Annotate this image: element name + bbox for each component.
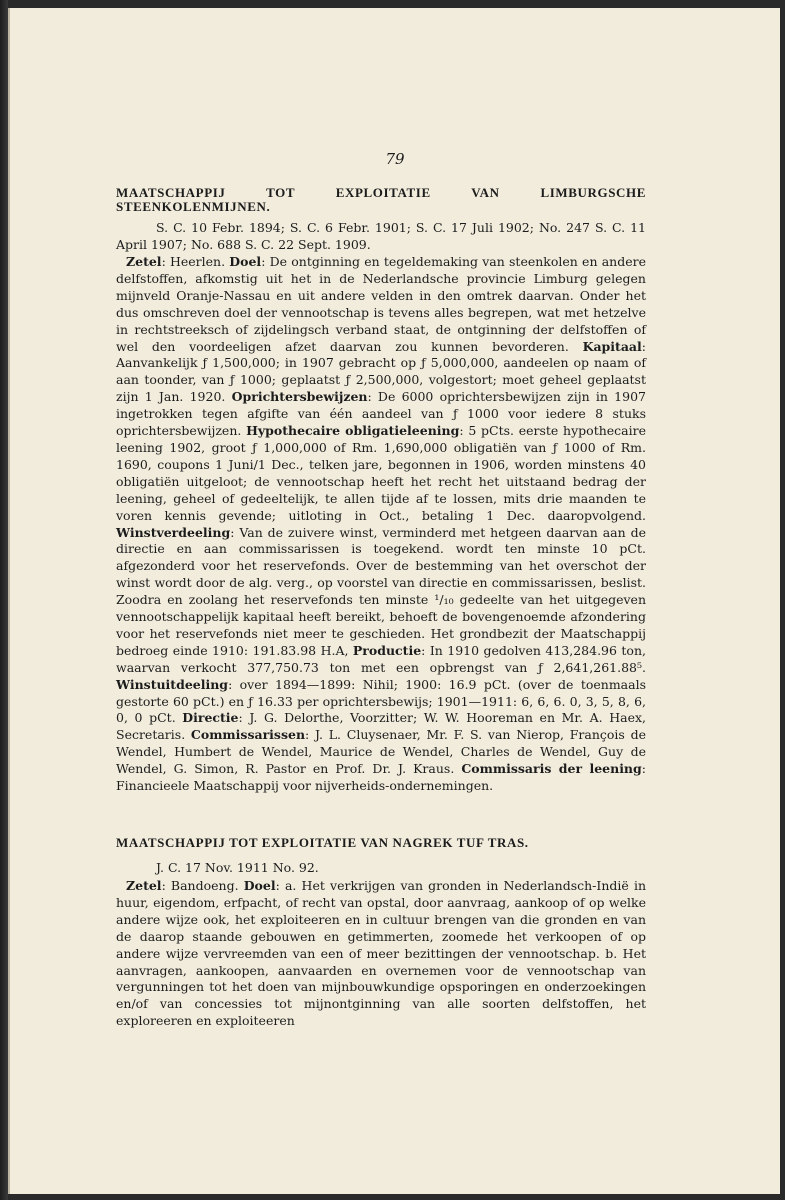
book-page bbox=[8, 8, 780, 1194]
book-gutter bbox=[0, 0, 8, 1200]
field-label: Winstuitdeeling bbox=[116, 676, 229, 692]
field-text: : In 1910 gedolven 413,284.96 ton, waarvan verkocht 377,750.73 ton met een opbrengst van ƒ 2,641,261.88⁵. bbox=[116, 642, 646, 675]
field-text: : Financieele Maatschappij voor nijverheids-ondernemingen. bbox=[116, 761, 646, 794]
field-label: Kapitaal bbox=[582, 338, 642, 354]
field-text: : De ontginning en tegeldemaking van steenkolen en andere delfstoffen, afkomstig uit het in de Nederlandsche provincie Limburg gelegen mijnveld Oranje-Nassau en uit andere velden in den omtrek daarvan. Onder het dus omschreven doel der vennootschap is tevens alles begrepen, wat met hetzelve in rechtstreeksch of zijdelingsch verband staat, de ontginning der delfstoffen of wel den voordeeligen afzet daarvan zou kunnen bevorderen. bbox=[116, 254, 646, 354]
field-label: Doel bbox=[243, 878, 276, 893]
field-text: : over 1894—1899: Nihil; 1900: 16.9 pCt. (over de toenmaals gestorte 60 pCt.) en ƒ 16.33 per oprichtersbewijs; 1901—1911: 6, 6, 6. 0, 3, 5, 8, 6, 0, 0 pCt. bbox=[116, 676, 646, 726]
field-label: Zetel bbox=[126, 254, 162, 269]
field-label: Commissarissen bbox=[190, 727, 306, 743]
field-label: Oprichtersbewijzen bbox=[231, 389, 368, 405]
field-text: : Van de zuivere winst, verminderd met hetgeen daarvan aan de directie en aan commissarissen is toegekend. wordt ten minste 10 pCt. afgezonderd voor het reservefonds. Over de bestemming van het overschot der winst wordt door de alg. verg., op voorstel van directie en commissarissen, beslist. Zoodra en zoolang het reservefonds ten minste ¹/₁₀ gedeelte van het uitgegeven vennootschappelijk kapitaal heeft bereikt, behoeft de bovengenoemde afzondering voor het reservefonds niet meer te geschieden. Het grondbezit der Maatschappij bedroeg einde 1910: 191.83.98 H.A, bbox=[116, 524, 646, 658]
field-text: : J. L. Cluysenaer, Mr. F. S. van Nierop, François de Wendel, Humbert de Wendel, Maurice de Wendel, Charles de Wendel, Guy de Wendel, G. Simon, R. Pastor en Prof. Dr. J. Kraus. bbox=[116, 727, 646, 777]
field-label: Productie bbox=[352, 642, 422, 658]
field-label: Winstverdeeling bbox=[116, 524, 231, 540]
field-label: Hypothecaire obligatieleening bbox=[246, 423, 460, 439]
field-text: : a. Het verkrijgen van gronden in Nederlandsch-Indië in huur, eigendom, erfpacht, of recht van opstal, door aanvraag, aankoop of op welke andere wijze ook, het exploiteeren en in cultuur brengen van die gronden en van de daarop staande gebouwen en getimmerten, zoomede het verkoopen of op andere wijze vervreemden van een of meer bezittingen der vennootschap. b. Het aanvragen, aankoopen, aanvaarden en overnemen voor de vennootschap van vergunningen tot het doen van mijnbouwkundige opsporingen en onderzoekingen en/of van concessies tot mijnontginning van alle soorten delfstoffen, het exploreeren en exploiteeren bbox=[116, 878, 646, 1029]
section-title: MAATSCHAPPIJ TOT EXPLOITATIE VAN NAGREK TUF TRAS. bbox=[116, 835, 529, 850]
section-reference: S. C. 10 Febr. 1894; S. C. 6 Febr. 1901; S. C. 17 Juli 1902; No. 247 S. C. 11 April 1907; No. 688 S. C. 22 Sept. 1909. bbox=[116, 220, 646, 252]
section-body bbox=[116, 254, 646, 795]
section-reference: J. C. 17 Nov. 1911 No. 92. bbox=[156, 860, 319, 875]
section-body bbox=[116, 878, 646, 1030]
page-number: 79 bbox=[385, 150, 405, 168]
section-title: MAATSCHAPPIJ TOT EXPLOITATIE VAN LIMBURGSCHE STEENKOLENMIJNEN. bbox=[116, 185, 646, 214]
field-label: Doel bbox=[229, 254, 262, 269]
field-text: : Bandoeng. bbox=[161, 878, 244, 893]
field-label: Directie bbox=[182, 710, 239, 726]
field-text: : 5 pCts. eerste hypothecaire leening 1902, groot ƒ 1,000,000 of Rm. 1,690,000 obligatiën van ƒ 1000 of Rm. 1690, coupons 1 Juni/1 Dec., telken jare, begonnen in 1906, worden minstens 40 obligatiën uitgeloot; de vennootschap heeft het recht het uitstaand bedrag der leening, geheel of gedeeltelijk, te allen tijde af te lossen, mits drie maanden te voren kennis gevende; uitloting in Oct., betaling 1 Dec. daaropvolgend. bbox=[116, 423, 646, 523]
field-text: : Heerlen. bbox=[161, 254, 230, 269]
field-text: : Aanvankelijk ƒ 1,500,000; in 1907 gebracht op ƒ 5,000,000, aandeelen op naam of aan toonder, van ƒ 1000; geplaatst ƒ 2,500,000, volgestort; moet geheel geplaatst zijn 1 Jan. 1920. bbox=[116, 338, 646, 405]
field-label: Zetel bbox=[126, 878, 162, 893]
field-label: Commissaris der leening bbox=[461, 761, 642, 777]
field-text: : J. G. Delorthe, Voorzitter; W. W. Hooreman en Mr. A. Haex, Secretaris. bbox=[116, 710, 646, 743]
field-text: : De 6000 oprichtersbewijzen zijn in 1907 ingetrokken tegen afgifte van één aandeel van ƒ 1000 voor iedere 8 stuks oprichtersbewijzen. bbox=[116, 389, 646, 439]
